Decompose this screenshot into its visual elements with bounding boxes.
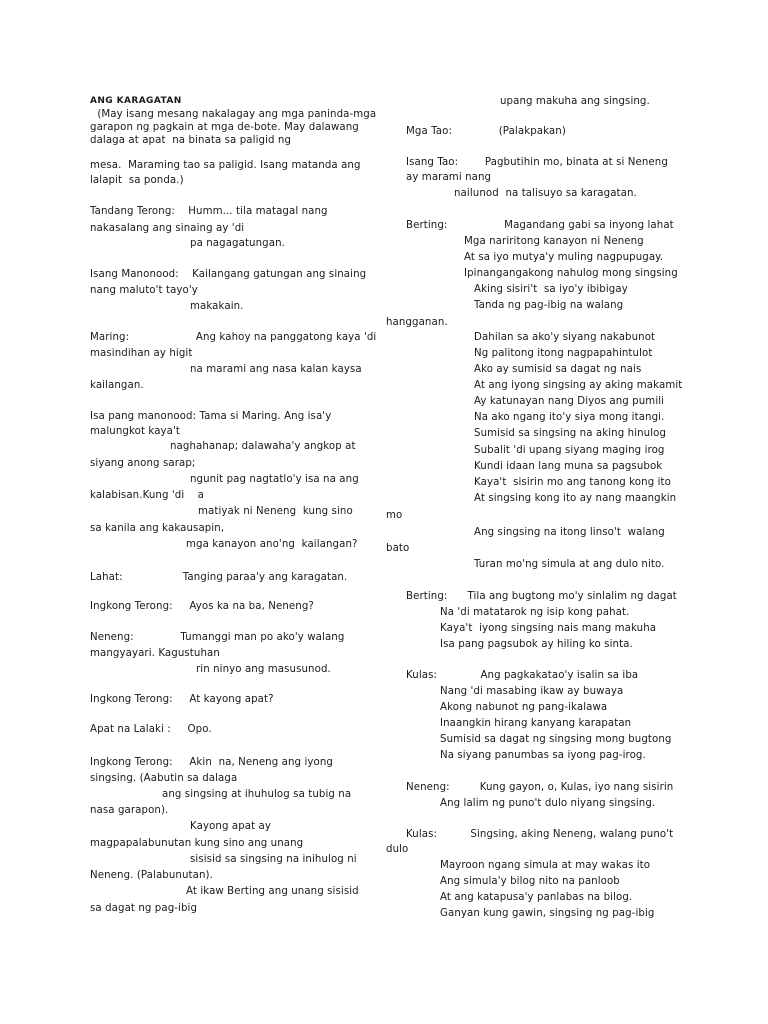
left-text-line: sisisid sa singsing na inihulog ni xyxy=(190,854,357,865)
right-text-line: Kundi idaan lang muna sa pagsubok xyxy=(474,461,663,472)
left-text-line: magpapalabunutan kung sino ang unang xyxy=(90,838,304,849)
right-text-line: Subalit 'di upang siyang maging irog xyxy=(474,445,665,456)
left-text-line: Tandang Terong: Humm... tila matagal nang xyxy=(90,206,328,217)
left-text-line: mga kanayon ano'ng kailangan? xyxy=(186,539,358,550)
left-text-line: ngunit pag nagtatlo'y isa na ang xyxy=(190,474,359,485)
right-text-line: Sumisid sa dagat ng singsing mong bugtong xyxy=(440,734,672,745)
right-text-line: Mayroon ngang simula at may wakas ito xyxy=(440,860,651,871)
left-text-line: pa nagagatungan. xyxy=(190,238,285,249)
left-text-line: lalapit sa ponda.) xyxy=(90,175,184,186)
right-text-line: Kulas: Ang pagkakatao'y isalin sa iba xyxy=(406,670,639,681)
left-text-line: malungkot kaya't xyxy=(90,426,181,437)
left-text-line: Ingkong Terong: At kayong apat? xyxy=(90,694,274,705)
right-text-line: Na ako ngang ito'y siya mong itangi. xyxy=(474,412,665,423)
left-text-line: masindihan ay higit xyxy=(90,348,193,359)
document-title: ANG KARAGATAN xyxy=(90,96,182,106)
left-text-line: Isa pang manonood: Tama si Maring. Ang isa'y xyxy=(90,411,332,422)
right-text-line: Ganyan kung gawin, singsing ng pag-ibig xyxy=(440,908,655,919)
right-text-line: Mga nariritong kanayon ni Neneng xyxy=(464,236,644,247)
left-text-line: naghahanap; dalawaha'y angkop at xyxy=(170,441,356,452)
left-text-line: rin ninyo ang masusunod. xyxy=(196,664,331,675)
right-text-line: hangganan. xyxy=(386,317,448,328)
right-text-line: Neneng: Kung gayon, o, Kulas, iyo nang sisirin xyxy=(406,782,674,793)
right-text-line: Na siyang panumbas sa iyong pag-irog. xyxy=(440,750,646,761)
left-text-line: At ikaw Berting ang unang sisisid xyxy=(186,886,359,897)
right-text-line: Dahilan sa ako'y siyang nakabunot xyxy=(474,332,656,343)
left-text-line: ang singsing at ihuhulog sa tubig na xyxy=(162,789,352,800)
right-text-line: At ang katapusa'y panlabas na bilog. xyxy=(440,892,633,903)
right-text-line: Ng palitong itong nagpapahintulot xyxy=(474,348,653,359)
right-text-line: At ang iyong singsing ay aking makamit xyxy=(474,380,683,391)
right-text-line: dulo xyxy=(386,844,409,855)
left-text-line: dalaga at apat na binata sa paligid ng xyxy=(90,135,292,146)
left-text-line: kailangan. xyxy=(90,380,144,391)
right-text-line: Mga Tao: (Palakpakan) xyxy=(406,126,566,137)
left-text-line: Neneng: Tumanggi man po ako'y walang xyxy=(90,632,345,643)
left-text-line: Ingkong Terong: Akin na, Neneng ang iyong xyxy=(90,757,333,768)
right-text-line: Isa pang pagsubok ay hiling ko sinta. xyxy=(440,639,633,650)
right-text-line: Ipinangangakong nahulog mong singsing xyxy=(464,268,678,279)
right-text-line: Ang lalim ng puno't dulo niyang singsing. xyxy=(440,798,656,809)
left-text-line: Maring: Ang kahoy na panggatong kaya 'di xyxy=(90,332,377,343)
left-text-line: singsing. (Aabutin sa dalaga xyxy=(90,773,238,784)
right-text-line: Na 'di matatarok ng isip kong pahat. xyxy=(440,607,630,618)
right-text-line: Ang simula'y bilog nito na panloob xyxy=(440,876,620,887)
right-text-line: Berting: Tila ang bugtong mo'y sinlalim ng dagat xyxy=(406,591,677,602)
right-text-line: Nang 'di masabing ikaw ay buwaya xyxy=(440,686,624,697)
right-text-line: Akong nabunot ng pang-ikalawa xyxy=(440,702,608,713)
right-text-line: Isang Tao: Pagbutihin mo, binata at si Neneng xyxy=(406,157,668,168)
left-text-line: Apat na Lalaki : Opo. xyxy=(90,724,212,735)
left-text-line: Lahat: Tanging paraa'y ang karagatan. xyxy=(90,572,348,583)
right-text-line: Aking sisiri't sa iyo'y ibibigay xyxy=(474,284,628,295)
right-text-line: ay marami nang xyxy=(406,172,492,183)
left-text-line: mangyayari. Kagustuhan xyxy=(90,648,220,659)
right-text-line: Kulas: Singsing, aking Neneng, walang puno't xyxy=(406,829,674,840)
right-text-line: Tanda ng pag-ibig na walang xyxy=(474,300,624,311)
right-text-line: mo xyxy=(386,510,403,521)
right-text-line: Ang singsing na itong linso't walang xyxy=(474,527,665,538)
left-text-line: Isang Manonood: Kailangang gatungan ang sinaing xyxy=(90,269,367,280)
right-text-line: Ay katunayan nang Diyos ang pumili xyxy=(474,396,665,407)
left-text-line: Kayong apat ay xyxy=(190,821,272,832)
left-text-line: makakain. xyxy=(190,301,244,312)
right-text-line: Berting: Magandang gabi sa inyong lahat xyxy=(406,220,674,231)
left-text-line: nakasalang ang sinaing ay 'di xyxy=(90,223,245,234)
right-text-line: Kaya't iyong singsing nais mang makuha xyxy=(440,623,657,634)
left-text-line: sa kanila ang kakausapin, xyxy=(90,523,225,534)
right-text-line: Ako ay sumisid sa dagat ng nais xyxy=(474,364,642,375)
left-text-line: nasa garapon). xyxy=(90,805,169,816)
left-text-line: garapon ng pagkain at mga de-bote. May dalawang xyxy=(90,122,359,133)
left-text-line: sa dagat ng pag-ibig xyxy=(90,903,198,914)
left-text-line: matiyak ni Neneng kung sino xyxy=(198,506,353,517)
right-text-line: Turan mo'ng simula at ang dulo nito. xyxy=(474,559,665,570)
left-text-line: Neneng. (Palabunutan). xyxy=(90,870,213,881)
left-text-line: Ingkong Terong: Ayos ka na ba, Neneng? xyxy=(90,601,314,612)
right-text-line: Kaya't sisirin mo ang tanong kong ito xyxy=(474,477,671,488)
left-text-line: nang maluto't tayo'y xyxy=(90,285,198,296)
right-text-line: Sumisid sa singsing na aking hinulog xyxy=(474,428,667,439)
right-text-line: Inaangkin hirang kanyang karapatan xyxy=(440,718,632,729)
left-text-line: (May isang mesang nakalagay ang mga paninda-mga xyxy=(94,109,377,120)
right-text-line: At sa iyo mutya'y muling nagpupugay. xyxy=(464,252,664,263)
right-text-line: bato xyxy=(386,543,410,554)
right-text-line: upang makuha ang singsing. xyxy=(500,96,650,107)
left-text-line: mesa. Maraming tao sa paligid. Isang matanda ang xyxy=(90,160,361,171)
right-text-line: At singsing kong ito ay nang maangkin xyxy=(474,493,677,504)
left-text-line: kalabisan.Kung 'di a xyxy=(90,490,204,501)
left-text-line: na marami ang nasa kalan kaysa xyxy=(190,364,362,375)
left-text-line: siyang anong sarap; xyxy=(90,458,196,469)
right-text-line: nailunod na talisuyo sa karagatan. xyxy=(454,188,637,199)
